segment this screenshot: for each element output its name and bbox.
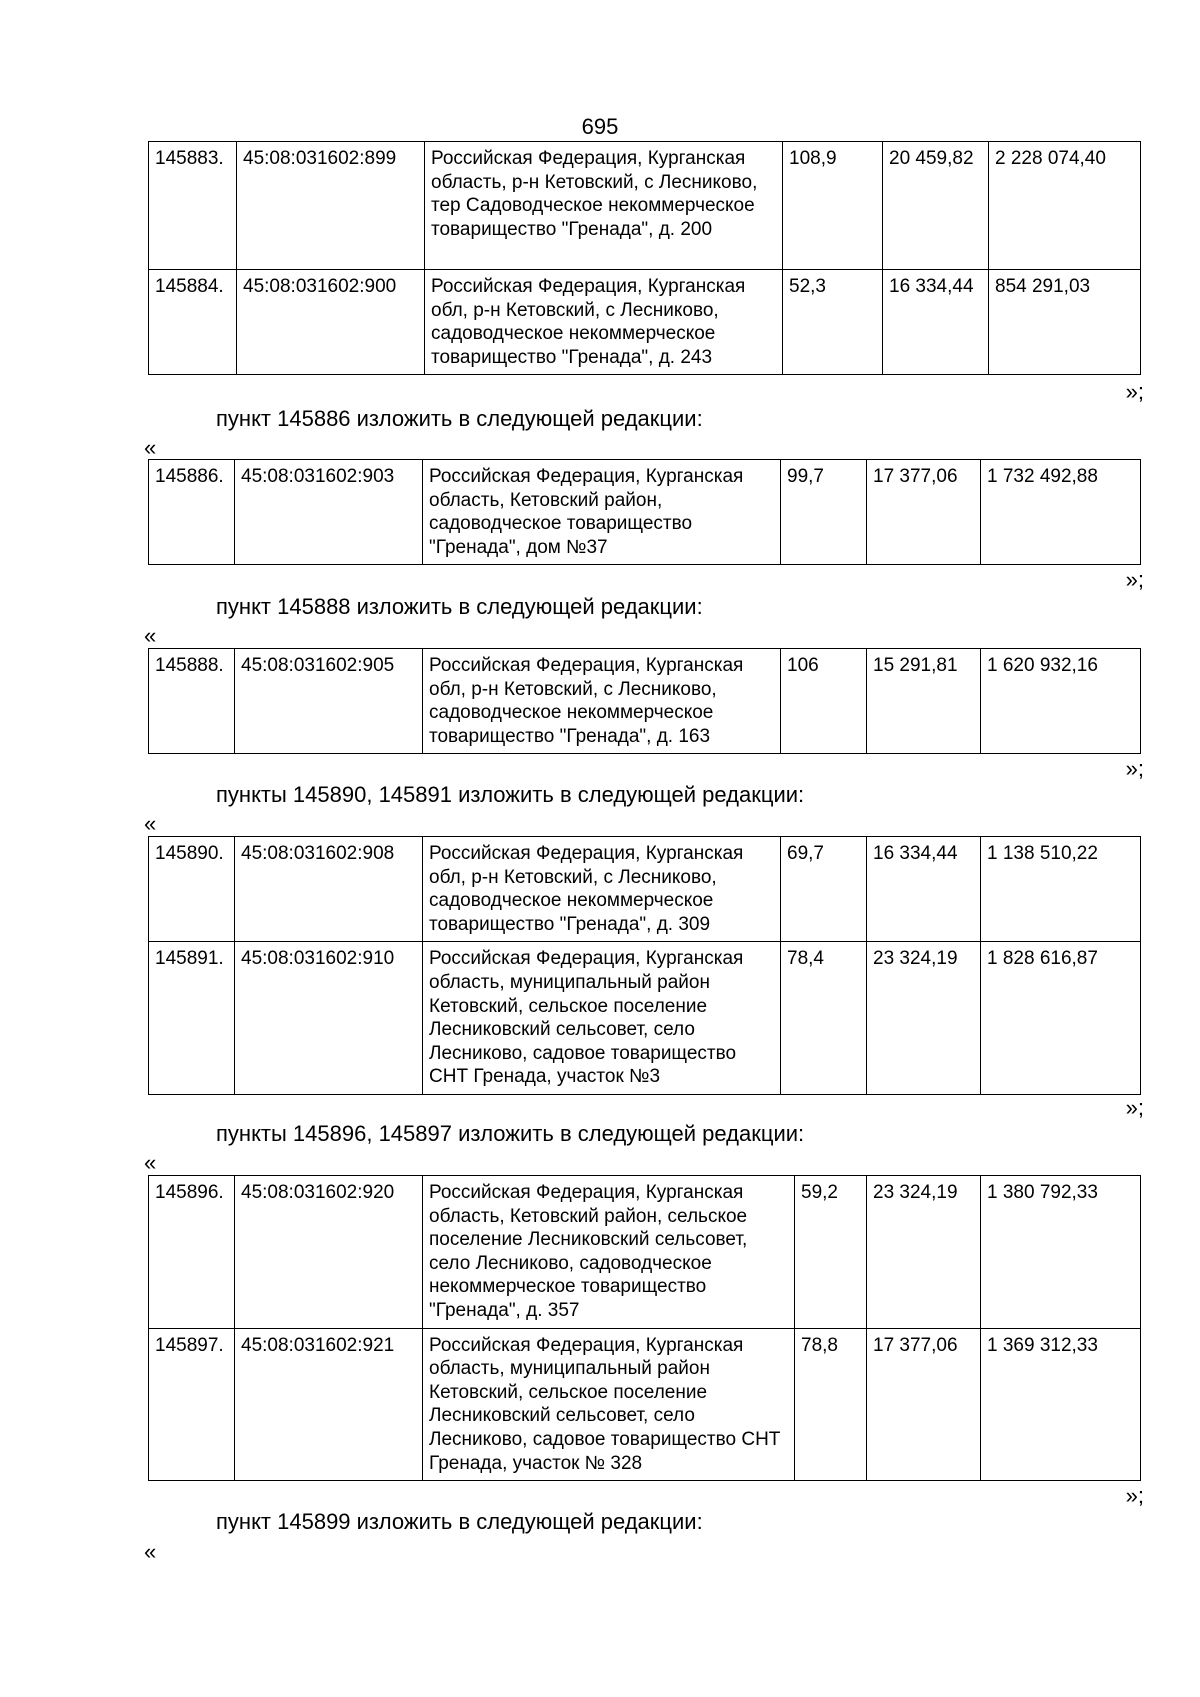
opening-quote: « [144,1539,157,1564]
page-number: 695 [581,114,619,139]
cadastral-value: 1 732 492,88 [981,460,1141,565]
address: Российская Федерация, Курганская обл, р-н Кетовский, с Лесниково, садоводческое некоммерческое товарищество "Гренада", д. 309 [423,837,781,942]
cadastral-value: 854 291,03 [989,270,1141,375]
row-number: 145896. [149,1176,235,1329]
closing-quote: »; [1125,1483,1144,1508]
section-instruction: пункты 145890, 145891 изложить в следующей редакции: [216,782,805,807]
area: 78,4 [781,942,867,1095]
row-number: 145886. [149,460,235,565]
table-row [149,1176,1141,1329]
row-number: 145897. [149,1328,235,1481]
rate: 20 459,82 [883,142,989,270]
rate: 17 377,06 [867,460,981,565]
cadastral-value: 1 828 616,87 [981,942,1141,1095]
rate: 16 334,44 [883,270,989,375]
section-instruction: пункт 145899 изложить в следующей редакции: [216,1509,703,1534]
section-instruction: пункт 145888 изложить в следующей редакции: [216,594,703,619]
data-table-1 [148,141,1141,375]
row-number: 145890. [149,837,235,942]
opening-quote: « [144,811,157,836]
section-instruction: пункты 145896, 145897 изложить в следующей редакции: [216,1121,805,1146]
rate: 15 291,81 [867,649,981,754]
address: Российская Федерация, Курганская область, Кетовский район, садоводческое товарищество "Гренада", дом №37 [423,460,781,565]
cadastral-number: 45:08:031602:899 [237,142,425,270]
address: Российская Федерация, Курганская обл, р-н Кетовский, с Лесниково, садоводческое некоммерческое товарищество "Гренада", д. 163 [423,649,781,754]
cadastral-value: 1 138 510,22 [981,837,1141,942]
cadastral-number: 45:08:031602:903 [235,460,423,565]
data-table-3 [148,648,1141,754]
area: 69,7 [781,837,867,942]
cadastral-number: 45:08:031602:910 [235,942,423,1095]
table-row [149,942,1141,1095]
opening-quote: « [144,623,157,648]
cadastral-value: 1 620 932,16 [981,649,1141,754]
cadastral-number: 45:08:031602:921 [235,1328,423,1481]
opening-quote: « [144,1150,157,1175]
area: 108,9 [783,142,883,270]
rate: 16 334,44 [867,837,981,942]
data-table-4 [148,836,1141,1095]
table-row [149,837,1141,942]
address: Российская Федерация, Курганская область, муниципальный район Кетовский, сельское поселение Лесниковский сельсовет, село Лесниково, садовое товарищество СНТ Гренада, участок № 328 [423,1328,795,1481]
closing-quote: »; [1125,379,1144,404]
address: Российская Федерация, Курганская обл, р-н Кетовский, с Лесниково, садоводческое некоммерческое товарищество "Гренада", д. 243 [425,270,783,375]
section-instruction: пункт 145886 изложить в следующей редакции: [216,406,703,431]
cadastral-value: 2 228 074,40 [989,142,1141,270]
data-table-2 [148,459,1141,565]
address: Российская Федерация, Курганская область, р-н Кетовский, с Лесниково, тер Садоводческое некоммерческое товарищество "Гренада", д. 200 [425,142,783,270]
row-number: 145884. [149,270,237,375]
opening-quote: « [144,435,157,460]
address: Российская Федерация, Курганская область, Кетовский район, сельское поселение Лесниковский сельсовет, село Лесниково, садоводческое некоммерческое товарищество "Гренада", д. 357 [423,1176,795,1329]
closing-quote: »; [1125,1095,1144,1120]
cadastral-number: 45:08:031602:908 [235,837,423,942]
data-table-5 [148,1175,1141,1481]
cadastral-value: 1 369 312,33 [981,1328,1141,1481]
row-number: 145891. [149,942,235,1095]
cadastral-number: 45:08:031602:900 [237,270,425,375]
table-row [149,270,1141,375]
rate: 17 377,06 [867,1328,981,1481]
closing-quote: »; [1125,567,1144,592]
address: Российская Федерация, Курганская область, муниципальный район Кетовский, сельское поселение Лесниковский сельсовет, село Лесниково, садовое товарищество СНТ Гренада, участок №3 [423,942,781,1095]
area: 78,8 [795,1328,867,1481]
area: 59,2 [795,1176,867,1329]
rate: 23 324,19 [867,942,981,1095]
row-number: 145888. [149,649,235,754]
area: 99,7 [781,460,867,565]
table-row [149,460,1141,565]
table-row [149,1328,1141,1481]
area: 106 [781,649,867,754]
area: 52,3 [783,270,883,375]
rate: 23 324,19 [867,1176,981,1329]
row-number: 145883. [149,142,237,270]
table-row [149,142,1141,270]
cadastral-number: 45:08:031602:905 [235,649,423,754]
table-row [149,649,1141,754]
cadastral-value: 1 380 792,33 [981,1176,1141,1329]
cadastral-number: 45:08:031602:920 [235,1176,423,1329]
closing-quote: »; [1125,756,1144,781]
